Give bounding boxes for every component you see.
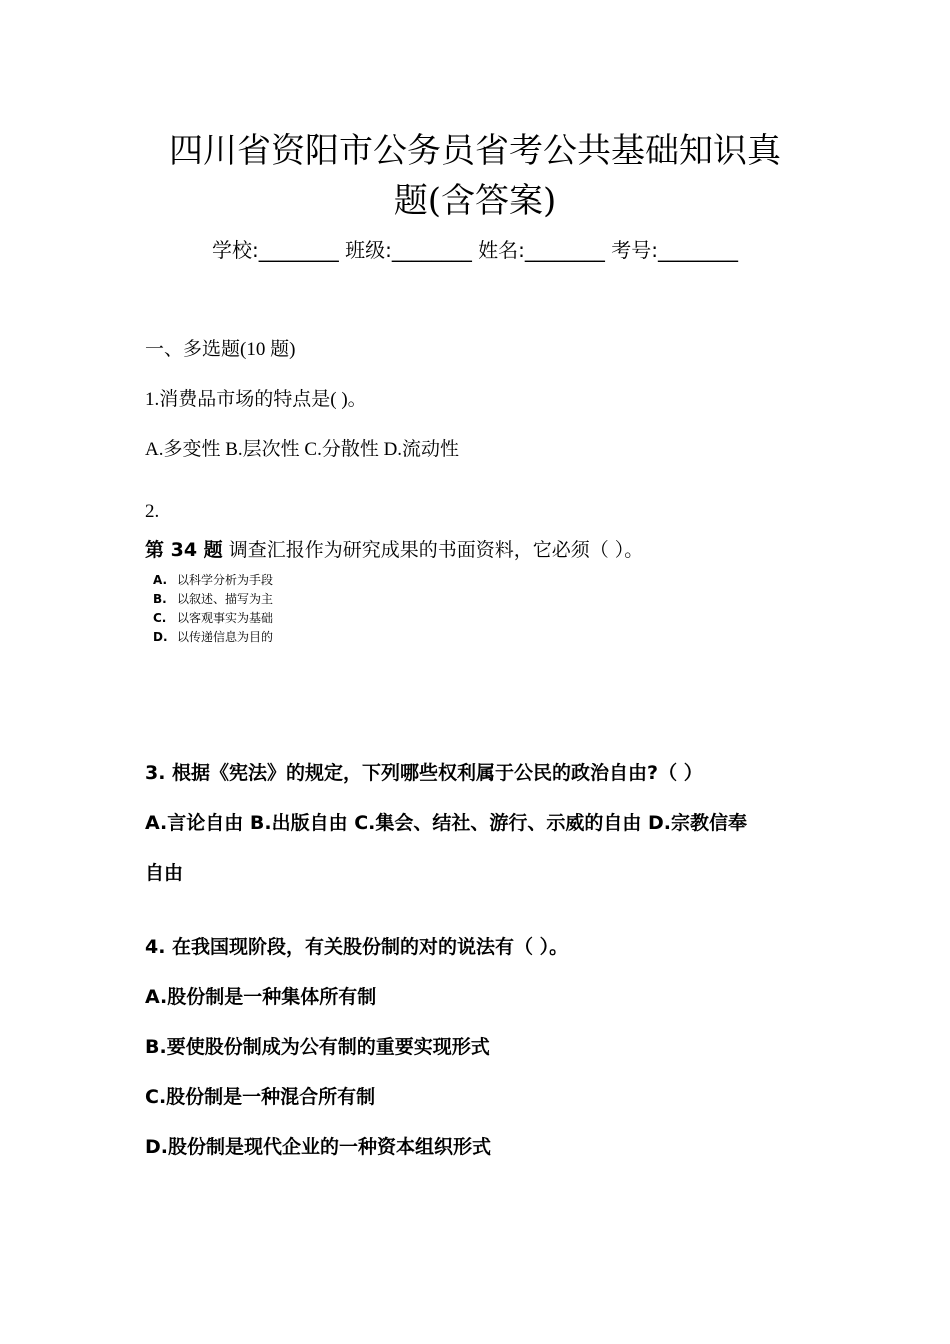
question-2-text: 调查汇报作为研究成果的书面资料，它必须（ ）。 — [222, 539, 644, 561]
option-text: 以科学分析为手段 — [177, 573, 274, 587]
question-3-options-continued: 自由 — [145, 862, 184, 884]
option-text: 以传递信息为目的 — [177, 630, 274, 644]
question-1-stem: 1.消费品市场的特点是( )。 — [145, 389, 367, 410]
question-3-stem: 3. 根据《宪法》的规定，下列哪些权利属于公民的政治自由?（ ） — [145, 762, 703, 784]
question-1-options: A.多变性 B.层次性 C.分散性 D.流动性 — [145, 439, 460, 460]
section-heading: 一、多选题(10 题) — [145, 339, 296, 360]
question-2-stem — [145, 536, 643, 564]
option-letter: D. — [153, 630, 168, 644]
title-line-2: 题(含答案) — [393, 181, 557, 221]
question-4-option-a: A.股份制是一种集体所有制 — [145, 986, 377, 1008]
question-2-option-c — [153, 609, 273, 628]
title-line-1: 四川省资阳市公务员省考公共基础知识真 — [169, 131, 781, 171]
question-2-number: 2. — [145, 501, 160, 522]
question-2-option-b — [153, 590, 273, 609]
question-4-stem: 4. 在我国现阶段，有关股份制的对的说法有（ ）。 — [145, 936, 569, 958]
question-4-option-d: D.股份制是现代企业的一种资本组织形式 — [145, 1136, 491, 1158]
option-text: 以客观事实为基础 — [177, 611, 274, 625]
question-4-option-b: B.要使股份制成为公有制的重要实现形式 — [145, 1036, 490, 1058]
option-letter: B. — [153, 592, 167, 606]
option-letter: A. — [153, 573, 168, 587]
question-3-options: A.言论自由 B.出版自由 C.集会、结社、游行、示威的自由 D.宗教信奉 — [145, 812, 747, 834]
student-info-line: 学校:________ 班级:________ 姓名:________ 考号:________ — [211, 238, 739, 262]
document-title — [100, 126, 850, 226]
option-text: 以叙述、描写为主 — [177, 592, 274, 606]
question-2-option-d — [153, 628, 273, 647]
question-4-option-c: C.股份制是一种混合所有制 — [145, 1086, 376, 1108]
option-letter: C. — [153, 611, 167, 625]
question-2-label: 第 34 题 — [145, 539, 223, 561]
question-2-option-a — [153, 571, 273, 590]
